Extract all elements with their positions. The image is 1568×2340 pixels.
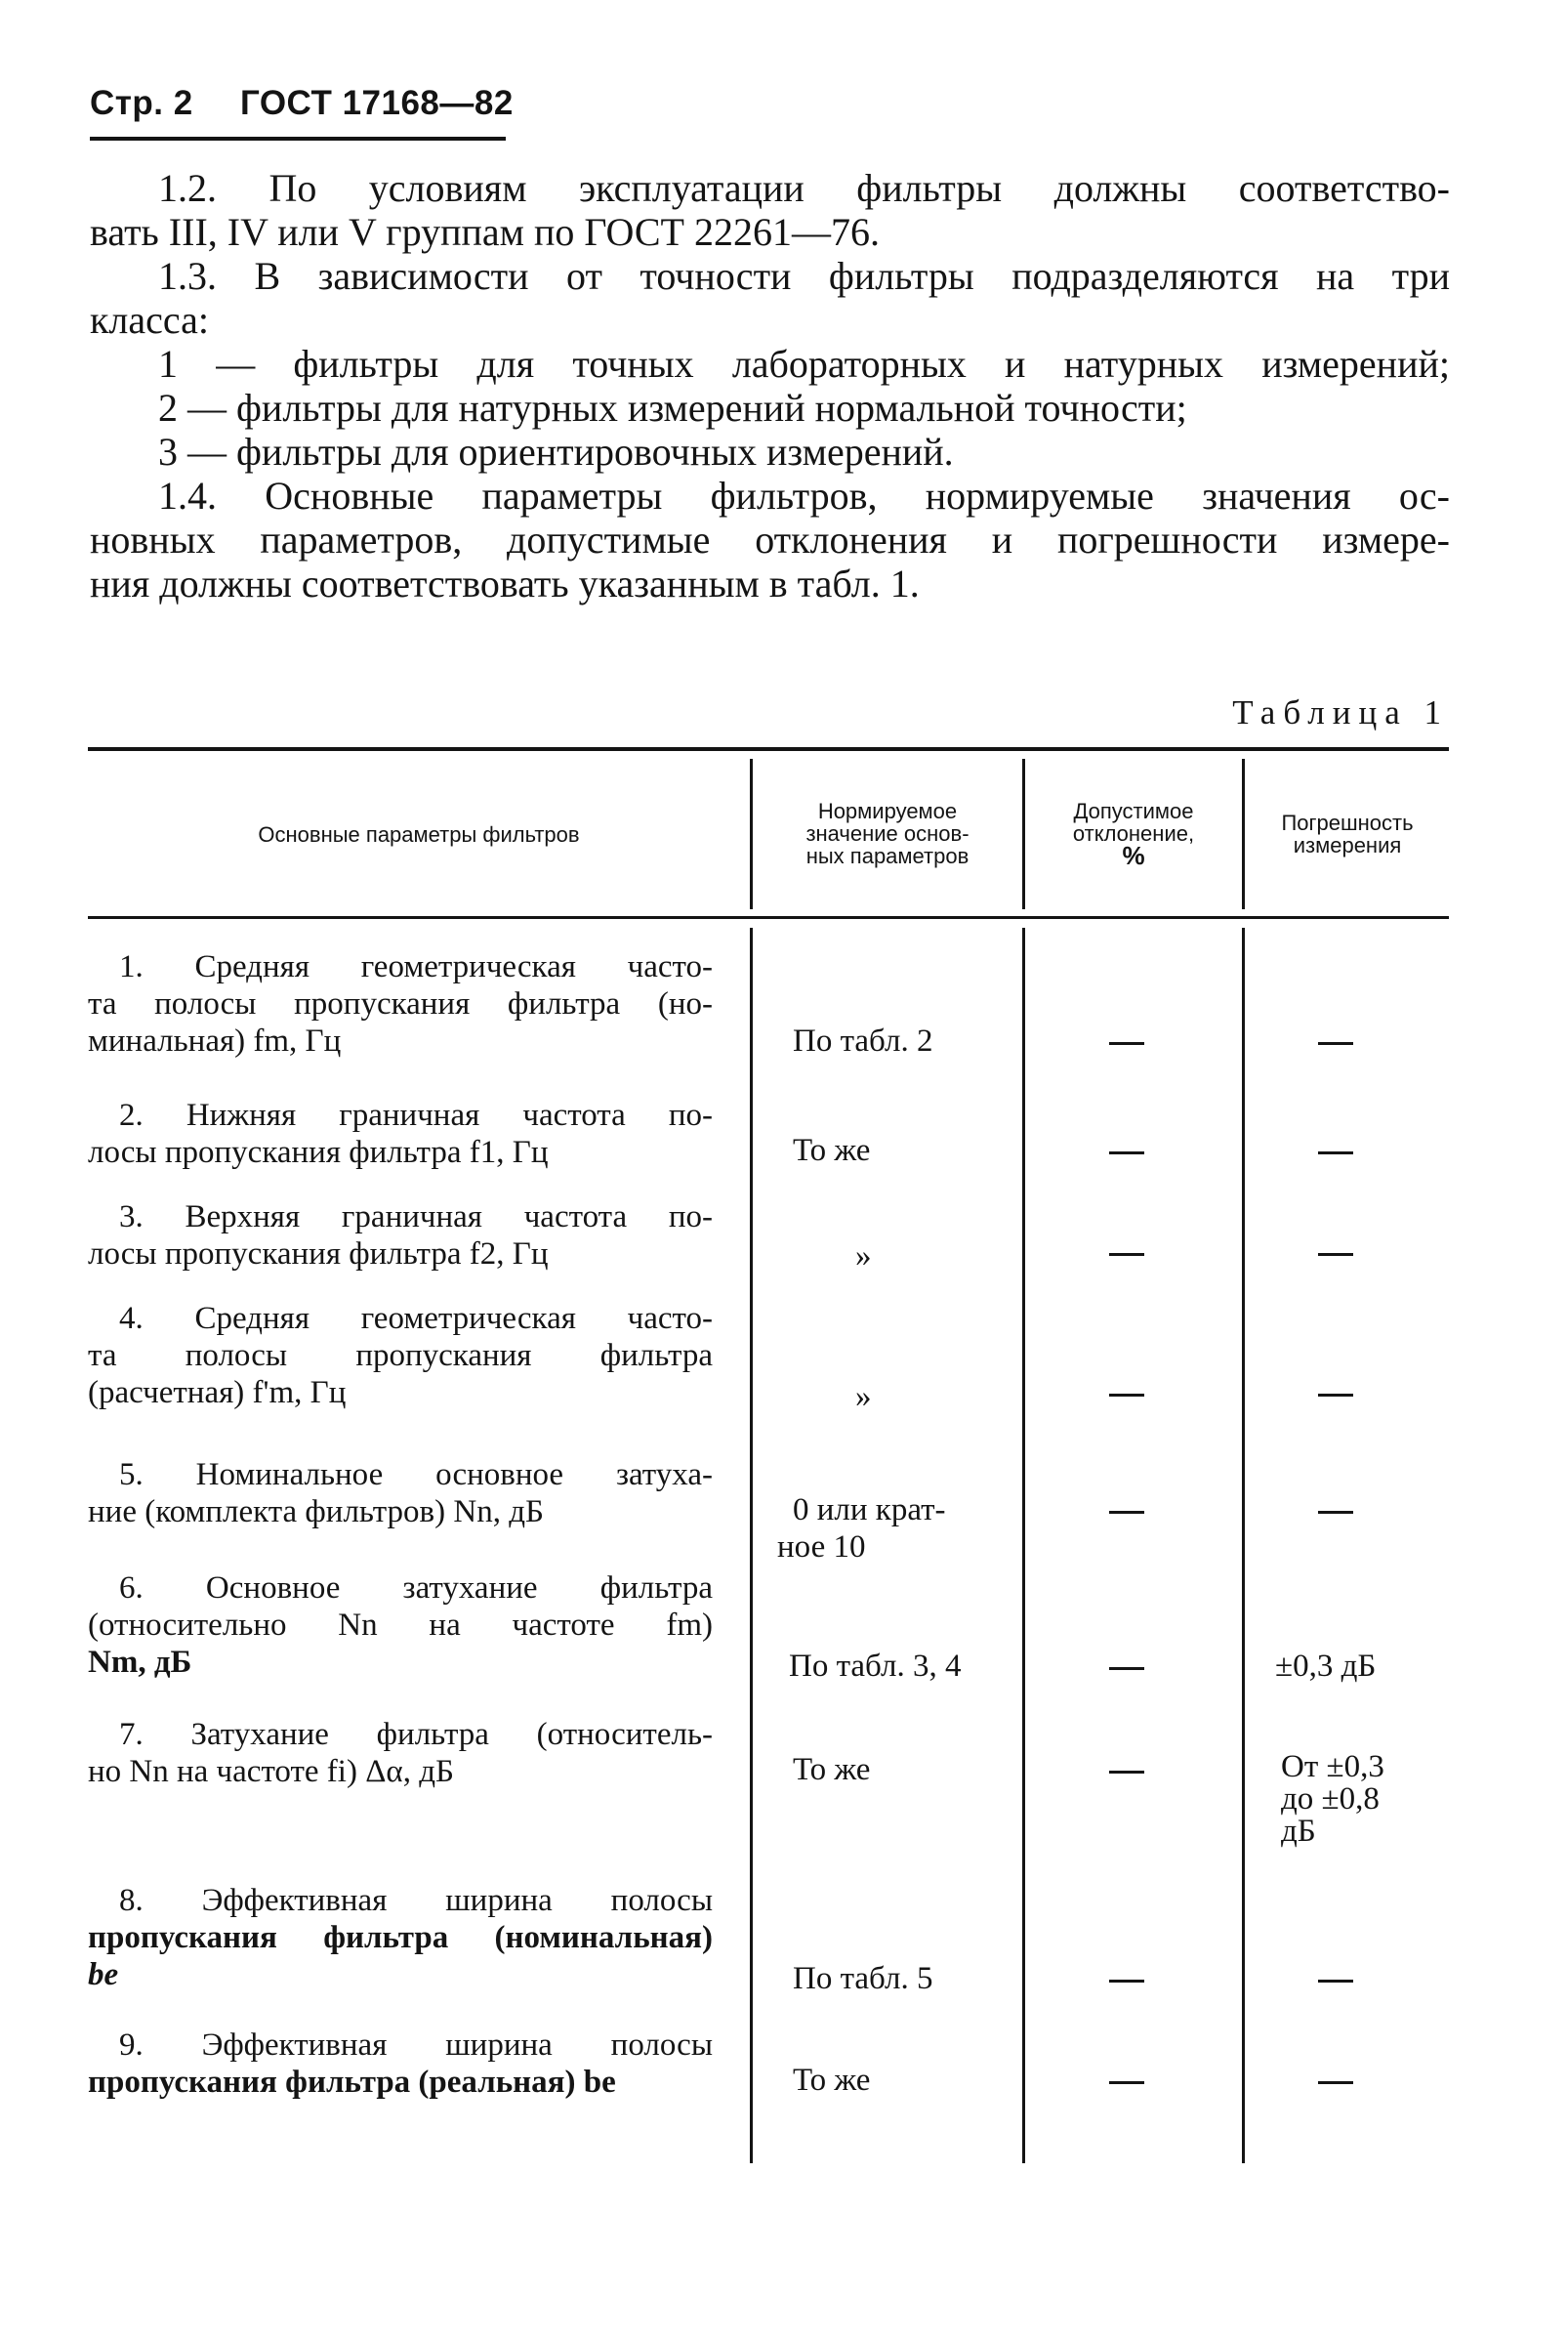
paragraph-1-3-line-1: 1.3. В зависимости от точности фильтры подразделяются на три [158,254,1450,298]
paragraph-1-4-line-2: новных параметров, допустимые отклонения и погрешности измере- [90,518,1450,562]
row-param [88,948,713,1060]
row-error [1318,1374,1504,1411]
row-param [88,1882,713,1993]
header-divider-1 [750,759,753,909]
row-error [1318,1233,1504,1271]
paragraph-1-2-line-2: вать III, IV или V группам по ГОСТ 22261—76. [90,210,880,254]
class-item-3: 3 — фильтры для ориентировочных измерений. [158,430,954,474]
row-param-line: 6. Основное затухание фильтра [119,1570,713,1606]
row-param-line: минальная) fm, Гц [88,1024,342,1059]
paragraph-1-3-line-2: класса: [90,298,210,342]
row-value: То же [793,1752,871,1787]
row-param-line: та полосы пропускания фильтра (но- [88,986,713,1022]
row-value: То же [793,2063,871,2098]
header-error [1246,812,1449,857]
row-param [88,1198,713,1273]
row-param-line: 3. Верхняя граничная частота по- [119,1199,713,1234]
row-error-line-3: дБ [1281,1814,1316,1849]
row-value: По табл. 3, 4 [789,1649,962,1684]
row-value-line-2: ное 10 [777,1529,866,1565]
header-param: Основные параметры фильтров [258,822,580,847]
row-param-line: 9. Эффективная ширина полосы [119,2027,713,2063]
row-param-line: 1. Средняя геометрическая часто- [119,949,713,984]
row-param [88,1716,713,1790]
paragraph-1-4-line-1: 1.4. Основные параметры фильтров, нормируемые значения ос- [158,474,1450,518]
row-param-line: лосы пропускания фильтра f1, Гц [88,1135,549,1170]
row-value: По табл. 2 [793,1024,933,1059]
row-value [777,1491,1099,1566]
row-param [88,1456,713,1530]
standard-number: ГОСТ 17168—82 [239,84,514,122]
row-param-line: пропускания фильтра (номинальная) [88,1920,713,1955]
row-value-line-1: 0 или крат- [793,1492,946,1527]
table-top-rule [88,747,1449,751]
paragraph-1-2-line-1: 1.2. По условиям эксплуатации фильтры должны соответство- [158,166,1450,210]
row-error [1281,1751,1466,1848]
page-header [90,84,514,123]
row-param [88,1569,713,1681]
body-divider-1 [750,928,753,2163]
header-error-line-1: Погрешность [1281,811,1414,835]
page-number: Стр. 2 [90,84,193,122]
row-param-line: пропускания фильтра (реальная) be [88,2065,616,2100]
header-value-line-1: Нормируемое [817,799,958,823]
header-error-line-2: измерения [1293,833,1402,857]
table-caption: Таблица 1 [1232,693,1449,731]
row-param-line: та полосы пропускания фильтра [88,1338,713,1373]
row-param-line: 5. Номинальное основное затуха- [119,1457,713,1492]
row-param-line: (относительно Nn на частоте fm) [88,1608,713,1643]
row-param [88,1300,713,1411]
row-param-line: 7. Затухание фильтра (относитель- [119,1717,713,1752]
table-header-rule [88,916,1449,919]
row-error-line-1: От ±0,3 [1281,1749,1384,1784]
row-param-line: (расчетная) f'm, Гц [88,1375,347,1410]
class-item-1: 1 — фильтры для точных лабораторных и натурных измерений; [158,342,1450,386]
header-deviation-line-3: % [1122,841,1145,870]
class-item-2: 2 — фильтры для натурных измерений нормальной точности; [158,386,1187,430]
row-error: ±0,3 дБ [1275,1649,1377,1684]
header-deviation [1026,799,1241,870]
row-value: То же [793,1133,871,1168]
row-error [1318,2062,1504,2099]
row-error [1318,1960,1504,1997]
row-param [88,2027,713,2101]
header-deviation-line-1: Допустимое [1073,799,1194,823]
table-1 [88,747,1449,2173]
header-rule [90,137,506,141]
header-value-line-2: значение основ- [805,821,970,846]
row-error [1318,1023,1504,1060]
row-param-line: 8. Эффективная ширина полосы [119,1883,713,1918]
row-param-line: лосы пропускания фильтра f2, Гц [88,1236,549,1272]
row-param-line: но Nn на частоте fi) Δα, дБ [88,1754,454,1789]
header-value [754,800,1021,867]
header-deviation-line-2: отклонение, [1072,821,1195,846]
paragraph-1-4-line-3: ния должны соответствовать указанным в табл. 1. [90,562,920,606]
header-value-line-3: ных параметров [805,844,970,868]
row-value: По табл. 5 [793,1961,933,1996]
row-param-line: 2. Нижняя граничная частота по- [119,1098,713,1133]
row-value: » [855,1238,872,1274]
row-value: » [855,1379,872,1414]
header-divider-2 [1022,759,1025,909]
row-error [1318,1491,1504,1528]
row-param-line: ние (комплекта фильтров) Nn, дБ [88,1494,544,1529]
row-error [1318,1132,1504,1169]
row-error-line-2: до ±0,8 [1281,1781,1380,1817]
row-param-line: be [88,1957,119,1992]
row-param-line: 4. Средняя геометрическая часто- [119,1301,713,1336]
row-param [88,1097,713,1171]
header-divider-3 [1242,759,1245,909]
body-text [90,166,1450,606]
row-param-line: Nm, дБ [88,1645,192,1680]
